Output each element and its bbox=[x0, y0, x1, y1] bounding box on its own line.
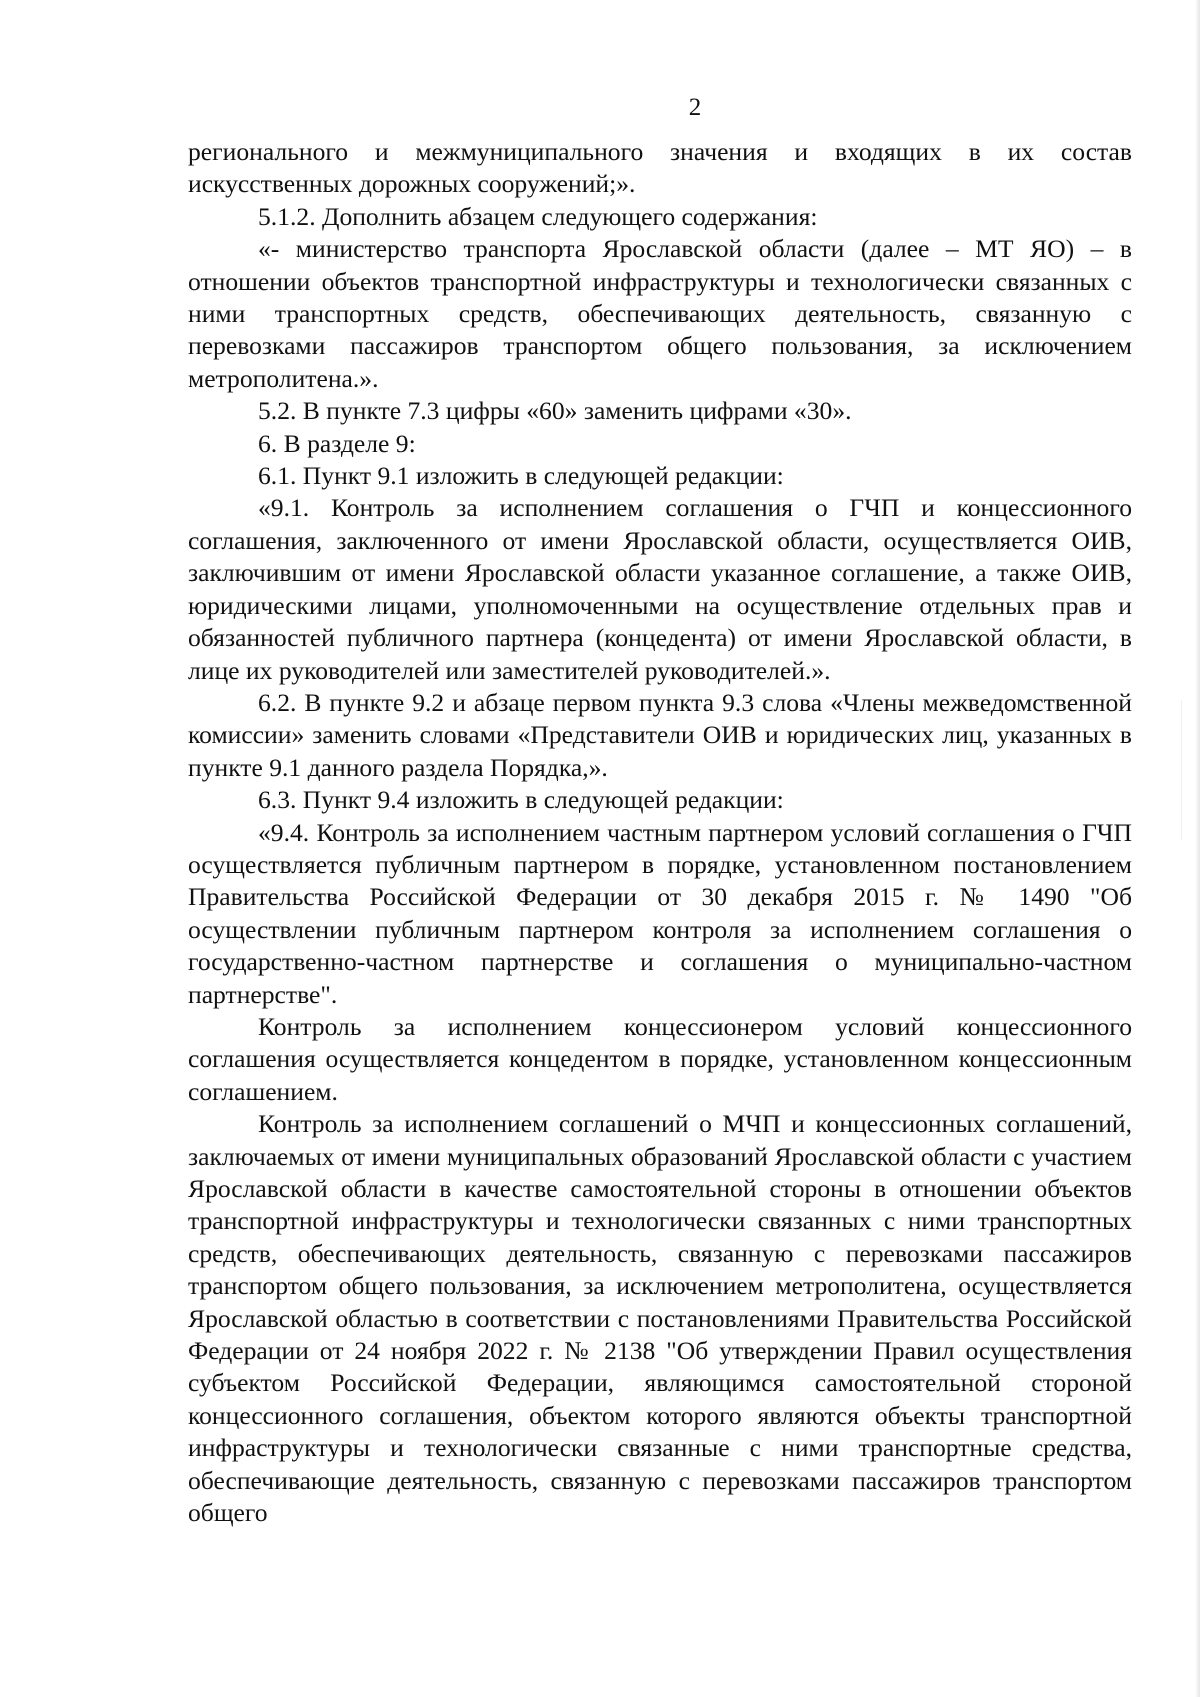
scan-artifact bbox=[1181, 700, 1182, 840]
document-body bbox=[188, 136, 1132, 1529]
paragraph-mt-yao: «- министерство транспорта Ярославской области (далее – МТ ЯО) – в отношении объектов транспортной инфраструктуры и технологически связанных с ними транспортных средств, обеспечивающих деятельность, связанную с перевозками пассажиров транспортом общего пользования, за исключением метрополитена.». bbox=[188, 234, 1132, 393]
page-number: 2 bbox=[688, 94, 702, 121]
paragraph-9-1: «9.1. Контроль за исполнением соглашения о ГЧП и концессионного соглашения, заключенного от имени Ярославской области, осуществляется ОИВ, заключившим от имени Ярославской области указанное соглашение, а также ОИВ, юридическими лицами, уполномоченными на осуществление отдельных прав и обязанностей публичного партнера (концедента) от имени Ярославской области, в лице их руководителей или заместителей руководителей.». bbox=[188, 493, 1132, 685]
paragraph-continuation: регионального и межмуниципального значения и входящих в их состав искусственных дорожных сооружений;». bbox=[188, 137, 1132, 199]
scan-edge bbox=[1195, 0, 1200, 1697]
paragraph-mchp-control: Контроль за исполнением соглашений о МЧП и концессионных соглашений, заключаемых от имени муниципальных образований Ярославской области с участием Ярославской области в качестве самостоятельной стороны в отношении объектов транспортной инфраструктуры и технологически связанных с ними транспортных средств, обеспечивающих деятельность, связанную с перевозками пассажиров транспортом общего пользования, за исключением метрополитена, осуществляется Ярославской областью в соответствии с постановлениями Правительства Российской Федерации от 24 ноября 2022 г. № 2138 "Об утверждении Правил осуществления субъектом Российской Федерации, являющимся самостоятельной стороной концессионного соглашения, объектом которого являются объекты транспортной инфраструктуры и технологически связанные с ними транспортные средства, обеспечивающие деятельность, связанную с перевозками пассажиров транспортом общего bbox=[188, 1109, 1132, 1528]
paragraph-5-1-2: 5.1.2. Дополнить абзацем следующего содержания: bbox=[258, 201, 818, 231]
paragraph-concession-control: Контроль за исполнением концессионером условий концессионного соглашения осуществляется концедентом в порядке, установленном концессионным соглашением. bbox=[188, 1011, 1132, 1106]
paragraph-6-3: 6.3. Пункт 9.4 изложить в следующей редакции: bbox=[258, 785, 784, 815]
paragraph-6-1: 6.1. Пункт 9.1 изложить в следующей редакции: bbox=[258, 461, 784, 491]
paragraph-9-4: «9.4. Контроль за исполнением частным партнером условий соглашения о ГЧП осуществляется публичным партнером в порядке, установленном постановлением Правительства Российской Федерации от 30 декабря 2015 г. № 1490 "Об осуществлении публичным партнером контроля за исполнением соглашения о государственно-частном партнерстве и соглашения о муниципально-частном партнерстве". bbox=[188, 817, 1132, 1009]
paragraph-6: 6. В разделе 9: bbox=[258, 428, 416, 458]
paragraph-5-2: 5.2. В пункте 7.3 цифры «60» заменить цифрами «30». bbox=[258, 396, 852, 426]
paragraph-6-2: 6.2. В пункте 9.2 и абзаце первом пункта 9.3 слова «Члены межведомственной комиссии» заменить словами «Представители ОИВ и юридических лиц, указанных в пункте 9.1 данного раздела Порядка,». bbox=[188, 687, 1132, 782]
